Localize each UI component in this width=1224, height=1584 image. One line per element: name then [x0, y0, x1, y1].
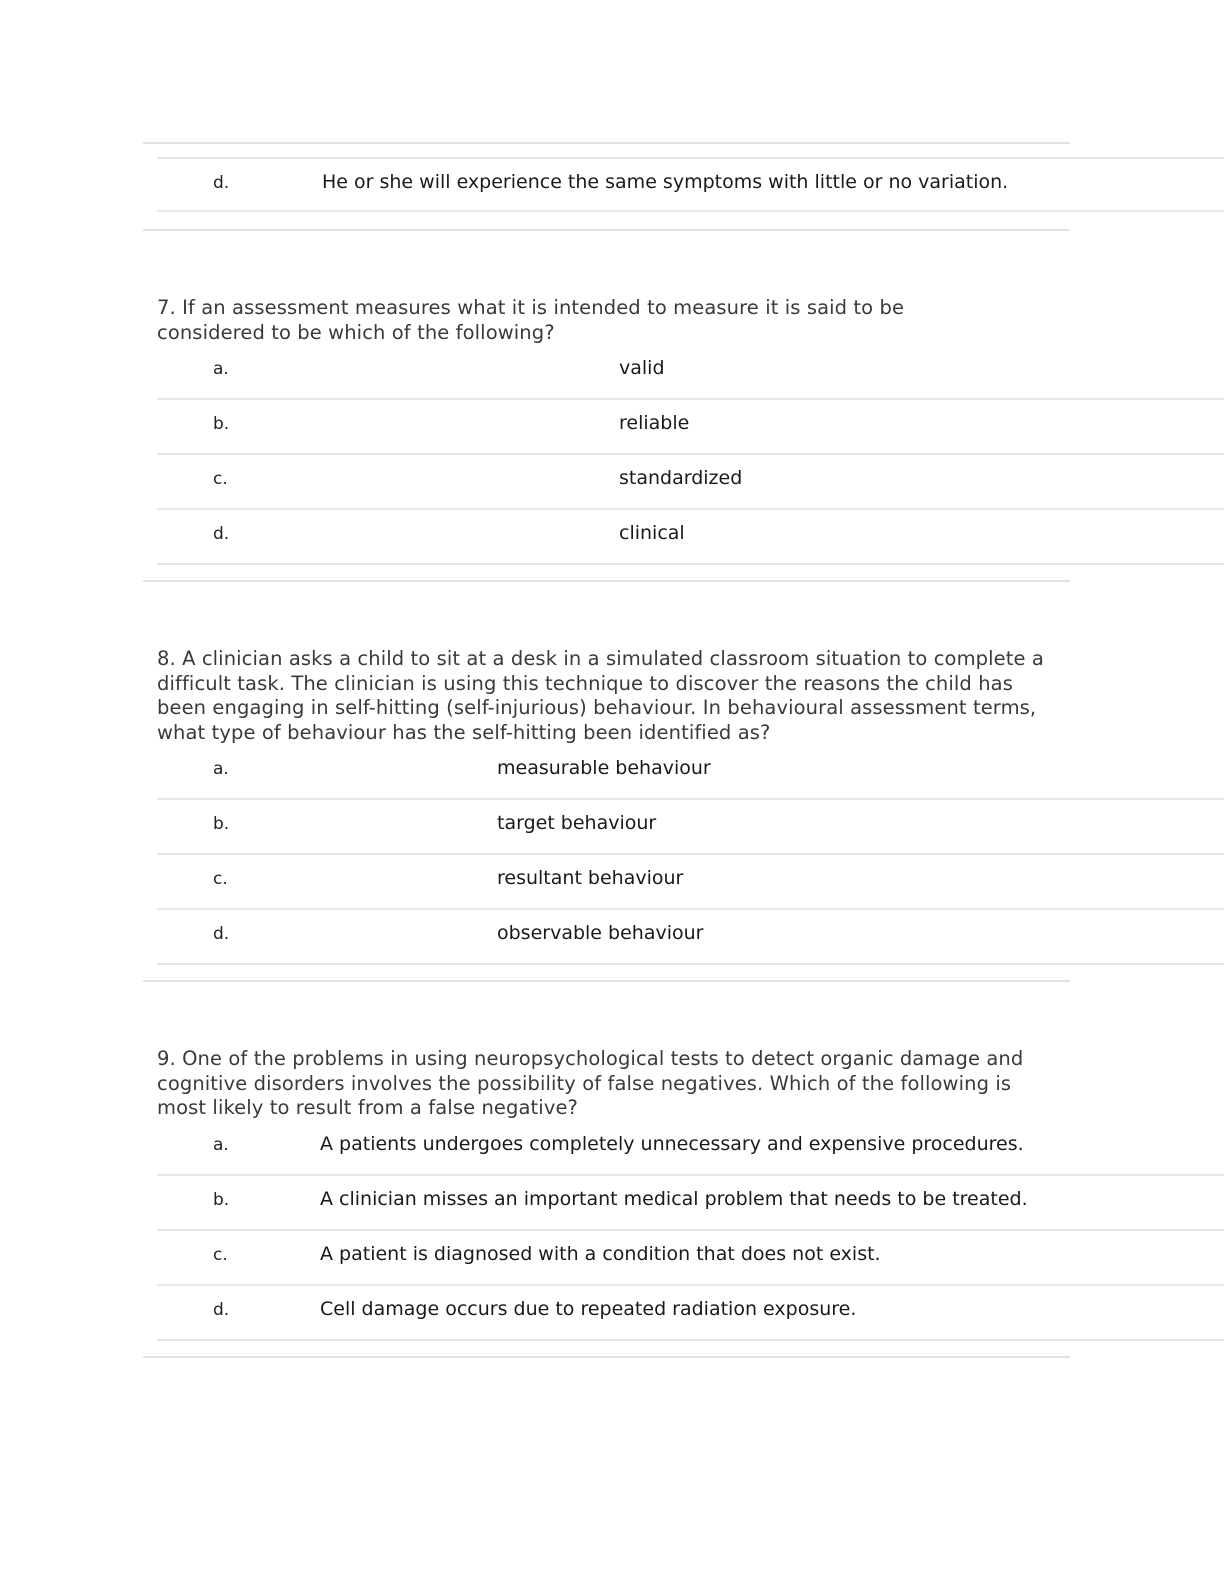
- question-9-text: 9. One of the problems in using neuropsychological tests to detect organic damage and cognitive disorders involves the possibility of false negatives. Which of the following is most likely to result from a false negative?: [157, 1047, 1024, 1119]
- option-letter: b.: [213, 814, 230, 834]
- answer-options-q9: [157, 1121, 1224, 1341]
- answer-option-d: [157, 510, 1224, 565]
- option-text: reliable: [619, 412, 690, 434]
- section-divider: [143, 1356, 1070, 1358]
- question-7-text: 7. If an assessment measures what it is intended to measure it is said to be considered to be which of the following?: [157, 296, 905, 344]
- section-divider: [143, 580, 1070, 582]
- option-text: standardized: [619, 467, 743, 489]
- answer-option-a: [157, 745, 1224, 800]
- option-letter: d.: [213, 1300, 230, 1320]
- answer-options-prev: [157, 157, 1224, 212]
- option-letter: a.: [213, 1135, 229, 1155]
- answer-option-b: [157, 1176, 1224, 1231]
- option-letter: c.: [213, 869, 228, 889]
- option-text: valid: [619, 357, 665, 379]
- option-letter: c.: [213, 469, 228, 489]
- answer-option-a: [157, 345, 1224, 400]
- option-text: He or she will experience the same symptoms with little or no variation.: [322, 171, 1009, 193]
- answer-option-c: [157, 455, 1224, 510]
- option-letter: c.: [213, 1245, 228, 1265]
- option-letter: d.: [213, 924, 230, 944]
- answer-option-b: [157, 400, 1224, 455]
- option-text: clinical: [619, 522, 685, 544]
- option-text: resultant behaviour: [497, 867, 684, 889]
- answer-options-q8: [157, 745, 1224, 965]
- option-letter: d.: [213, 524, 230, 544]
- option-text: A clinician misses an important medical problem that needs to be treated.: [320, 1188, 1028, 1210]
- option-text: Cell damage occurs due to repeated radiation exposure.: [320, 1298, 857, 1320]
- answer-options-q7: [157, 345, 1224, 565]
- option-letter: b.: [213, 414, 230, 434]
- option-text: measurable behaviour: [497, 757, 711, 779]
- option-letter: a.: [213, 759, 229, 779]
- answer-option-d: [157, 910, 1224, 965]
- answer-option-a: [157, 1121, 1224, 1176]
- section-divider: [143, 142, 1070, 144]
- option-text: observable behaviour: [497, 922, 704, 944]
- option-letter: a.: [213, 359, 229, 379]
- section-divider: [143, 980, 1070, 982]
- answer-option-d: [157, 1286, 1224, 1341]
- answer-option-b: [157, 800, 1224, 855]
- option-letter: d.: [213, 173, 230, 193]
- option-letter: b.: [213, 1190, 230, 1210]
- answer-option-c: [157, 855, 1224, 910]
- option-text: A patient is diagnosed with a condition that does not exist.: [320, 1243, 881, 1265]
- section-divider: [143, 229, 1070, 231]
- option-text: target behaviour: [497, 812, 657, 834]
- option-text: A patients undergoes completely unnecessary and expensive procedures.: [320, 1133, 1024, 1155]
- question-8-text: 8. A clinician asks a child to sit at a desk in a simulated classroom situation to complete a difficult task. The clinician is using this technique to discover the reasons the child has been engaging in self-hitting (self-injurious) behaviour. In behavioural assessment terms, what type of behaviour has the self-hitting been identified as?: [157, 647, 1044, 744]
- answer-option-d: [157, 157, 1224, 212]
- answer-option-c: [157, 1231, 1224, 1286]
